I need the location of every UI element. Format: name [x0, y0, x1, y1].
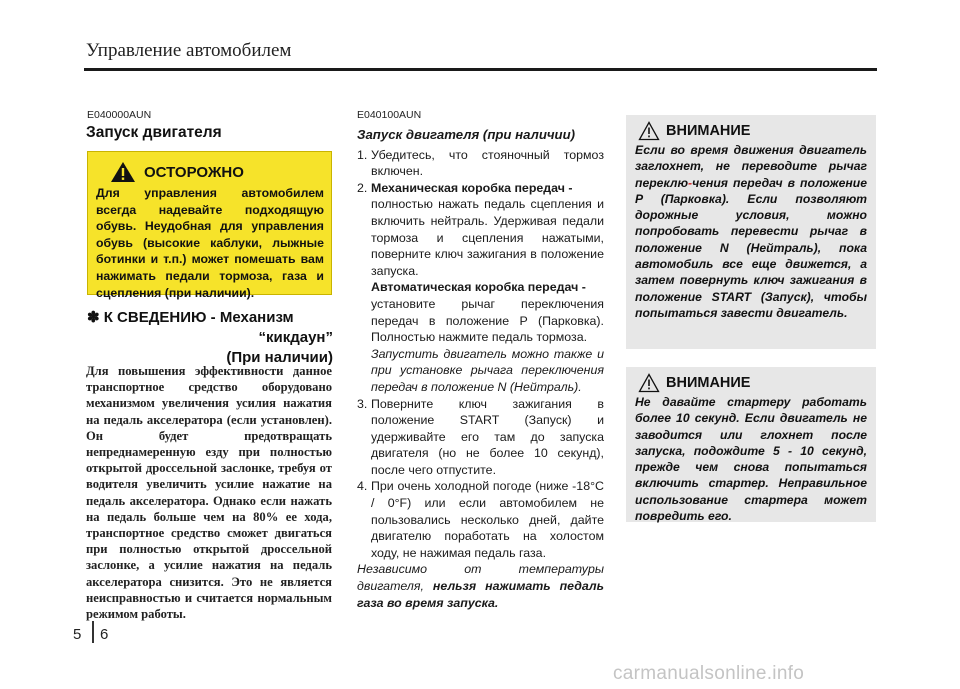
step-2-auto-title: Автоматическая коробка передач -: [371, 280, 586, 295]
note-heading: [87, 308, 333, 368]
start-instructions: [357, 127, 604, 611]
page-header-title: Управление автомобилем: [86, 40, 292, 61]
header-rule: [84, 68, 877, 71]
watermark: carmanualsonline.info: [613, 663, 805, 684]
step-2-auto-text: установите рычаг переключения передач в положение P (Парковка). Полностью нажмите педаль тормоза.: [371, 296, 604, 345]
step-number: 2.: [357, 180, 368, 195]
caution-box-2: [626, 367, 876, 522]
section-code: E040000AUN: [87, 109, 152, 121]
caution-text-1-a: Если во время движения двигатель заглохнет, не переводите рычаг переклю: [635, 143, 867, 190]
page-number: 6: [100, 626, 109, 643]
caution-text-1: [635, 142, 867, 321]
step-2-manual-text: полностью нажать педаль сцепления и включить нейтраль. Удерживая педали тормоза и сцепления нажатыми, поверните ключ зажигания в положение запуска.: [371, 197, 604, 278]
caution-box-1: [626, 115, 876, 349]
final-note-bold: нельзя нажимать педаль газа во время запуска.: [357, 579, 604, 610]
caution-title-2: ВНИМАНИЕ: [666, 375, 751, 391]
step-number: 4.: [357, 479, 368, 494]
warning-triangle-icon: [110, 161, 136, 183]
step-3: [357, 396, 604, 479]
caution-header-1: [638, 121, 750, 141]
note-heading-line3: (При наличии): [226, 349, 333, 366]
step-2: [357, 180, 604, 396]
caution-triangle-icon: [638, 121, 660, 141]
step-4-text: При очень холодной погоде (ниже -18°C / 0°F) или если автомобилем не пользовались несколько дней, дайте двигателю поработать на холостом ходу, не нажимая педаль газа.: [371, 479, 604, 560]
note-text: Для повышения эффективности данное транспортное средство оборудовано механизмом увеличения усилия нажатия на педаль акселератора (если установлен). Он будет предотвращать непреднамеренную езду при полностью открытой дроссельной заслонке, требуя от водителя увеличить усилие нажатие на педаль акселератора. Однако если нажать на педаль больше чем на 80% ее хода, транспортное средство сможет двигаться при полностью открытой дроссельной заслонке, а усилие нажатия на педаль акселератора снизится. Это не является неисправностью и считается нормальным режимом работы.: [86, 364, 332, 622]
step-2-manual-title: Механическая коробка передач -: [371, 180, 573, 195]
step-2-note: Запустить двигатель можно также и при установке рычага переключения передач в положение N (Нейтраль).: [371, 346, 604, 394]
final-note: [357, 561, 604, 611]
warning-box: [87, 151, 332, 300]
warning-title: ОСТОРОЖНО: [144, 163, 244, 181]
step-1-text: Убедитесь, что стояночный тормоз включен.: [371, 147, 604, 179]
step-3-text: Поверните ключ зажигания в положение START (Запуск) и удерживайте его там до запуска двигателя (но не более 10 секунд), после чего отпустите.: [371, 396, 604, 477]
caution-hyphen: -: [688, 175, 693, 190]
final-note-italic: Независимо от температуры двигателя,: [357, 562, 604, 594]
caution-text-1-b: чения передач в положение P (Парковка). Если позволяют дорожные условия, можно попробовать перевести рычаг в положение N (Нейтраль), пока автомобиль все еще движется, а затем повернуть ключ зажигания в положение START (Запуск), чтобы попытаться завести двигатель.: [635, 175, 867, 320]
caution-triangle-icon: [638, 373, 660, 393]
warning-header: [110, 161, 244, 183]
subsection-code: E040100AUN: [357, 109, 422, 121]
subsection-heading: Запуск двигателя (при наличии): [357, 127, 576, 142]
caution-title-1: ВНИМАНИЕ: [666, 123, 751, 139]
note-heading-line1: ✽ К СВЕДЕНИЮ - Механизм: [87, 309, 294, 326]
note-heading-line2: “кикдаун”: [258, 329, 333, 346]
step-1: [357, 147, 604, 180]
page-number-divider: [92, 621, 94, 643]
step-number: 1.: [357, 147, 368, 162]
step-number: 3.: [357, 396, 368, 411]
caution-text-2: Не давайте стартеру работать более 10 секунд. Если двигатель не заводится или глохнет после запуска, подождите 5 - 10 секунд, прежде чем снова попытаться включить стартер. Неправильное использование стартера может повредить его.: [635, 395, 867, 524]
step-4: [357, 478, 604, 561]
warning-text: Для управления автомобилем всегда надевайте подходящую обувь. Неудобная для управления обувь (высокие каблуки, лыжные ботинки и т.п.) может помешать вам нажимать педали тормоза, газа и сцепления (при наличии).: [96, 186, 324, 300]
caution-header-2: [638, 373, 750, 393]
section-number: 5: [73, 626, 82, 643]
section-heading: Запуск двигателя: [86, 124, 222, 141]
